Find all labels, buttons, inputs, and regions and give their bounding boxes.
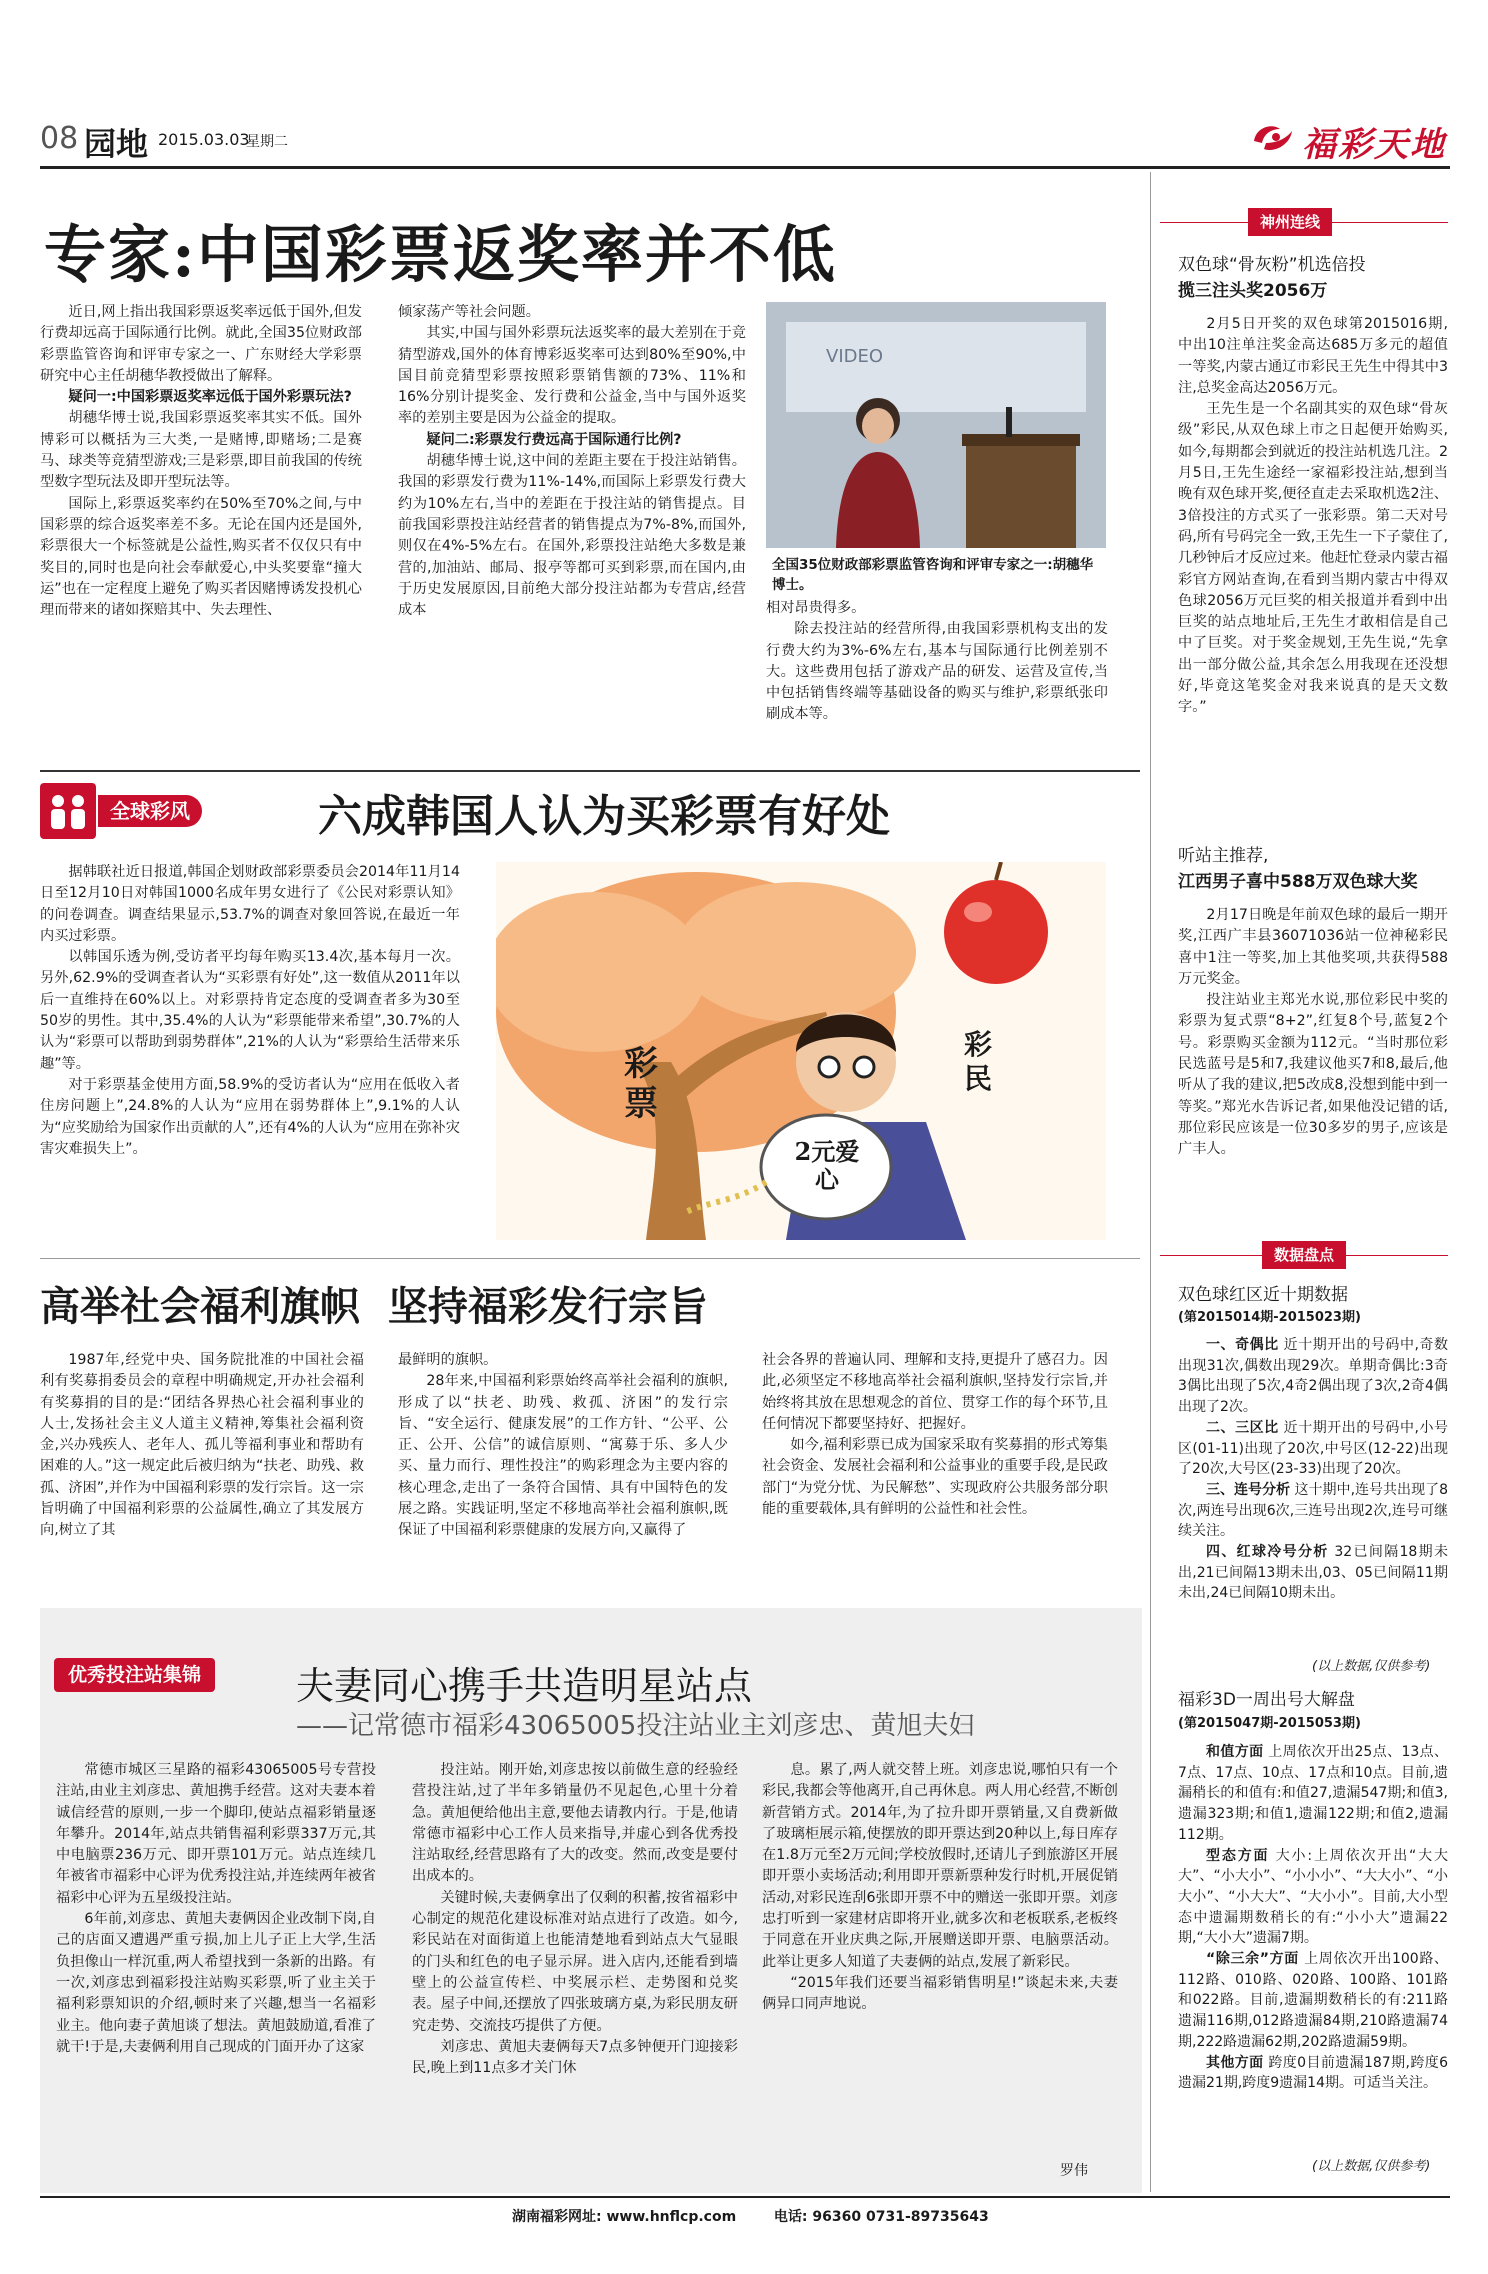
cartoon-person-label: 彩民 xyxy=(964,1028,993,1095)
article4-title: 夫妻同心携手共造明星站点 xyxy=(296,1664,753,1708)
paragraph: 刘彦忠、黄旭夫妻俩每天7点多钟便开门迎接彩民,晚上到11点多才关门休 xyxy=(412,2038,738,2077)
stat-paragraph xyxy=(1178,1418,1448,1480)
article1-bottom-rule xyxy=(40,770,1140,772)
article1-col1 xyxy=(40,302,362,621)
sidebar-divider xyxy=(1150,172,1151,2192)
stat2-note: (以上数据,仅供参考) xyxy=(1312,2159,1431,2174)
news1-body xyxy=(1178,314,1448,719)
paragraph: 国际上,彩票返奖率约在50%至70%之间,与中国彩票的综合返奖率差不多。无论在国内还是国外,彩票很大一个标签就是公益性,购买者不仅仅只有中奖目的,同时也是向社会奉献爱心,中头奖要靠“撞大运”也在一定程度上避免了购买者因赌博诱发投机心理而带来的诸如探赔其中、失去理性、 xyxy=(40,495,362,619)
news2-title-line2: 江西男子喜中588万双色球大奖 xyxy=(1178,872,1418,892)
footer xyxy=(512,2206,989,2226)
article1-col2 xyxy=(398,302,746,621)
news2-title-line1: 听站主推荐, xyxy=(1178,846,1269,866)
stat-lead: 二、三区比 xyxy=(1206,1419,1279,1436)
stat1-body xyxy=(1178,1335,1448,1604)
stat-lead: 四、红球冷号分析 xyxy=(1206,1544,1329,1561)
paragraph: 关键时候,夫妻俩拿出了仅剩的积蓄,按省福彩中心制定的规范化建设标准对站点进行了改造。如今,彩民站在对面街道上也能清楚地看到站点大气显眼的门头和红色的电子显示屏。进入店内,还能看到墙壁上的公益宣传栏、中奖展示栏、走势图和兑奖表。屋子中间,还摆放了四张玻璃方桌,为彩民朋友研究走势、交流技巧提供了方便。 xyxy=(412,1889,738,2034)
footer-phone-label: 电话: xyxy=(773,2209,808,2225)
article3-col1 xyxy=(40,1350,364,1542)
article3-col2-lead: 最鲜明的旗帜。 xyxy=(398,1352,498,1368)
paragraph: 2月5日开奖的双色球第2015016期,中出10注单注奖金高达685万多元的超值一等奖,内蒙古通辽市彩民王先生中得其中3注,总奖金高达2056万元。 xyxy=(1178,316,1448,396)
news1-title-line2: 揽三注头奖2056万 xyxy=(1178,281,1328,301)
paragraph: 6年前,刘彦忠、黄旭夫妻俩因企业改制下岗,自己的店面又遭遇严重亏损,加上儿子正上大学,生活负担像山一样沉重,两人希望找到一条新的出路。有一次,刘彦忠到福彩投注站购买彩票,听了业主关于福利彩票知识的介绍,顿时来了兴趣,想当一名福彩业主。他向妻子黄旭谈了想法。黄旭鼓励道,看准了就干!于是,夫妻俩利用自己现成的门面开办了这家 xyxy=(56,1911,376,2055)
stat2-range: (第2015047期-2015053期) xyxy=(1178,1716,1361,1731)
paragraph: 胡穗华博士说,我国彩票返奖率其实不低。国外博彩可以概括为三大类,一是赌博,即赌场;二是赛马、球类等竞猜型游戏;三是彩票,即目前我国的传统型数字型玩法及即开型玩法等。 xyxy=(40,410,362,491)
stat-paragraph xyxy=(1178,1480,1448,1542)
news1-title xyxy=(1178,252,1446,304)
article1-title: 专家:中国彩票返奖率并不低 xyxy=(44,218,837,291)
article4-author: 罗伟 xyxy=(1060,2163,1088,2179)
stat-paragraph xyxy=(1178,1846,1448,1950)
lottery-cartoon xyxy=(496,862,1106,1240)
paragraph: 2月17日晚是年前双色球的最后一期开奖,江西广丰县36071036站一位神秘彩民喜中1注一等奖,加上其他奖项,共获得588万元奖金。 xyxy=(1178,907,1448,987)
paragraph: 疑问二:彩票发行费远高于国际通行比例? xyxy=(426,431,682,448)
global-tab-label: 全球彩风 xyxy=(98,795,202,827)
stat-lead: 其他方面 xyxy=(1206,2054,1264,2071)
article3-col2-text: 28年来,中国福利彩票始终高举社会福利的旗帜,形成了以“扶老、助残、救孤、济困”的发行宗旨、“安全运行、健康发展”的工作方针、“公平、公正、公开、公信”的诚信原则、“寓募于乐、多人少买、量力而行、理性投注”的购彩理念为主要内容的核心理念,走出了一条符合国情、具有中国特色的发展之路。实践证明,坚定不移地高举社会福利旗帜,既保证了中国福利彩票健康的发展方向,又赢得了 xyxy=(398,1373,728,1539)
paragraph: 对于彩票基金使用方面,58.9%的受访者认为“应用在低收入者住房问题上”,24.8%的人认为“应用在弱势群体上”,9.1%的人认为“应奖励给为国家作出贡献的人”,还有4%的人认为“应用在弥补灾害灾难损失上”。 xyxy=(40,1076,460,1157)
article3-col3-text: 如今,福利彩票已成为国家采取有奖募捐的形式筹集社会资金、发展社会福利和公益事业的重要手段,是民政部门“为党分忧、为民解愁”、实现政府公共服务部分职能的重要载体,具有鲜明的公益性和社会性。 xyxy=(762,1437,1108,1518)
stat-lead: 三、连号分析 xyxy=(1206,1481,1291,1498)
stat-text: 上周依次开出100路、112路、010路、020路、100路、101路和022路。目前,遗漏期数稍长的有:211路遗漏116期,012路遗漏84期,210路遗漏74期,222路遗漏62期,202路遗漏59期。 xyxy=(1178,1951,1449,2050)
article3-col3-lead: 社会各界的普遍认同、理解和支持,更提升了感召力。因此,必须坚定不移地高举社会福利旗帜,坚持发行宗旨,并始终将其放在思想观念的首位、贯穿工作的每个环节,且任何情况下都要坚持好、把握好。 xyxy=(762,1352,1108,1432)
article4-col2 xyxy=(412,1760,738,2079)
article2-bottom-rule xyxy=(40,1258,1140,1259)
photo-caption: 全国35位财政部彩票监管咨询和评审专家之一:胡穗华博士。 xyxy=(772,557,1094,593)
news2-title xyxy=(1178,843,1448,895)
article4-col1 xyxy=(56,1760,376,2058)
stat-paragraph xyxy=(1178,2053,1448,2094)
stat-text: 这十期中,连号共出现了8次,两连号出现6次,三连号出现2次,连号可继续关注。 xyxy=(1178,1481,1448,1540)
footer-site-url[interactable]: www.hnflcp.com xyxy=(606,2209,737,2225)
stat-text: 跨度0目前遗漏187期,跨度6遗漏21期,跨度9遗漏14期。可适当关注。 xyxy=(1178,2054,1449,2092)
stat1-range: (第2015014期-2015023期) xyxy=(1178,1310,1361,1325)
logo-mark-icon xyxy=(1250,119,1296,159)
article4-col3 xyxy=(762,1760,1118,2016)
page-number: 08 xyxy=(40,121,79,156)
paragraph: 胡穗华博士说,这中间的差距主要在于投注站销售。我国的彩票发行费为11%-14%,而国际上彩票发行费大约为10%左右,当中的差距在于投注站的销售提点。目前我国彩票投注站经营者的销售提点为7%-8%,而国外,则仅在4%-5%左右。在国外,彩票投注站绝大多数是兼营的,加油站、邮局、报亭等都可买到彩票,而在国内,由于历史发展原因,目前绝大部分投注站都为专营店,经营成本 xyxy=(398,453,746,619)
paragraph: 王先生是一个名副其实的双色球“骨灰级”彩民,从双色球上市之日起便开始购买,如今,每期都会到就近的投注站机选几注。2月5日,王先生途经一家福彩投注站,想到当晚有双色球开奖,便径直走去采取机选2注、3倍投注的方式买了一张彩票。第二天对号码,所有号码完全一致,王先生一下子蒙住了,几秒钟后才反应过来。他赶忙登录内蒙古福彩官方网站查询,在看到当期内蒙古中得双色球2056万元巨奖的相关报道并看到中出巨奖的站点地址后,王先生才敢相信是自己中了巨奖。对于奖金规划,王先生说,“先拿出一部分做公益,其余怎么用我现在还没想好,毕竟这笔奖金对我来说真的是天文数字。” xyxy=(1178,401,1448,716)
cartoon-tree-label: 彩票 xyxy=(624,1044,658,1124)
paragraph: “2015年我们还要当福彩销售明星!”谈起未来,夫妻俩异口同声地说。 xyxy=(762,1974,1118,2013)
stat-lead: 和值方面 xyxy=(1206,1744,1264,1760)
stat-paragraph xyxy=(1178,1742,1448,1846)
stat-lead: 型态方面 xyxy=(1206,1847,1270,1864)
stat2-title: 福彩3D一周出号大解盘 xyxy=(1178,1690,1355,1710)
article2-body xyxy=(40,862,460,1160)
stat-paragraph xyxy=(1178,1542,1448,1604)
paragraph: 投注站业主郑光水说,那位彩民中奖的彩票为复式票“8+2”,红复8个号,蓝复2个号。彩票购买金额为112元。“当时那位彩民选蓝号是5和7,我建议他买7和8,最后,他听从了我的建议,把5改成8,没想到能中到一等奖。”郑光水告诉记者,如果他没记错的话,那位彩民应该是一位30多岁的男子,应该是广丰人。 xyxy=(1178,992,1448,1158)
svg-text:VIDEO: VIDEO xyxy=(826,346,884,367)
global-tab xyxy=(40,783,230,839)
paragraph: 相对昂贵得多。 xyxy=(766,600,866,616)
paragraph: 倾家荡产等社会问题。 xyxy=(398,304,540,320)
section-name: 园地 xyxy=(84,125,149,163)
footer-site-label: 湖南福彩网址: xyxy=(512,2209,602,2225)
stat-paragraph xyxy=(1178,1335,1448,1418)
article4-subtitle: ——记常德市福彩43065005投注站业主刘彦忠、黄旭夫妇 xyxy=(296,1711,975,1741)
header-rule xyxy=(40,166,1450,169)
logo xyxy=(1250,115,1450,163)
paragraph: 投注站。刚开始,刘彦忠按以前做生意的经验经营投注站,过了半年多销量仍不见起色,心里十分着急。黄旭便给他出主意,要他去请教内行。于是,他请常德市福彩中心工作人员来指导,并虚心到各优秀投注站取经,经营思路有了大的改变。然而,改变是要付出成本的。 xyxy=(412,1762,738,1885)
article3-col3 xyxy=(762,1350,1108,1520)
article1-col3 xyxy=(766,598,1108,726)
stat-text: 近十期开出的号码中,奇数出现31次,偶数出现29次。单期奇偶比:3奇3偶比出现了5次,4奇2偶出现了3次,2奇4偶出现了2次。 xyxy=(1178,1337,1449,1416)
tab-shenzhou: 神州连线 xyxy=(1248,208,1332,236)
stat-lead: “除三余”方面 xyxy=(1206,1951,1299,1968)
paragraph: 近日,网上指出我国彩票返奖率远低于国外,但发行费却远高于国际通行比例。就此,全国35位财政部彩票监管咨询和评审专家之一、广东财经大学彩票研究中心主任胡穗华教授做出了解释。 xyxy=(40,304,362,384)
stat1-title: 双色球红区近十期数据 xyxy=(1178,1285,1348,1305)
page-header xyxy=(40,115,1450,165)
paragraph: 据韩联社近日报道,韩国企划财政部彩票委员会2014年11月14日至12月10日对韩国1000名成年男女进行了《公民对彩票认知》的问卷调查。调查结果显示,53.7%的调查对象回答说,在最近一年内买过彩票。 xyxy=(40,864,460,944)
cartoon-pot-label: 2元爱心 xyxy=(794,1137,860,1194)
issue-date: 2015.03.03 xyxy=(158,130,250,149)
stat-lead: 一、奇偶比 xyxy=(1206,1337,1279,1353)
paragraph: 除去投注站的经营所得,由我国彩票机构支出的发行费大约为3%-6%左右,基本与国际通行比例差别不大。这些费用包括了游戏产品的研发、运营及宣传,当中包括销售终端等基础设备的购买与维护,彩票纸张印刷成本等。 xyxy=(766,621,1108,723)
article4-tab: 优秀投注站集锦 xyxy=(54,1658,215,1692)
paragraph: 息。累了,两人就交替上班。刘彦忠说,哪怕只有一个彩民,我都会等他离开,自己再休息。两人用心经营,不断创新营销方式。2014年,为了拉升即开票销量,又自费新做了玻璃柜展示箱,使摆放的即开票达到20种以上,每日库存在1.8万元至2万元间;学校放假时,还请儿子到旅游区开展即开票小卖场活动;利用即开票新票种发行时机,开展促销活动,对彩民连刮6张即开票不中的赠送一张即开票。刘彦忠打听到一家建材店即将开业,就多次和老板联系,老板终于同意在开业庆典之际,开展赠送即开票、电脑票活动。此举让更多人知道了夫妻俩的站点,发展了新彩民。 xyxy=(762,1762,1118,1970)
paragraph: 以韩国乐透为例,受访者平均每年购买13.4次,基本每月一次。另外,62.9%的受调查者认为“买彩票有好处”,这一数值从2011年以后一直维持在60%以上。对彩票持肯定态度的受调查者多为30至50岁的男性。其中,35.4%的人认为“彩票能带来希望”,30.7%的人认为“彩票可以帮助到弱势群体”,21%的人认为“彩票给生活带来乐趣”等。 xyxy=(40,949,460,1072)
logo-text: 福彩天地 xyxy=(1302,125,1446,165)
issue-weekday: 星期二 xyxy=(246,134,288,150)
stat-text: 32已间隔18期未出,21已间隔13期未出,03、05已间隔11期未出,24已间隔10期未出。 xyxy=(1178,1544,1448,1602)
article3-col1-text: 1987年,经党中央、国务院批准的中国社会福利有奖募捐委员会的章程中明确规定,开办社会福利有奖募捐的目的是:“团结各界热心社会福利事业的人士,发扬社会主义人道主义精神,筹集社会福利资金,兴办残疾人、老年人、孤儿等福利事业和帮助有困难的人。”这一规定此后被归纳为“扶老、助残、救孤、济困”,并作为中国福利彩票的发行宗旨。这一宗旨明确了中国福利彩票的公益属性,确立了其发展方向,树立了其 xyxy=(40,1352,364,1539)
stat-text: 近十期开出的号码中,小号区(01-11)出现了20次,中号区(12-22)出现了20次,大号区(23-33)出现了20次。 xyxy=(1178,1419,1449,1478)
footer-phone: 96360 0731-89735643 xyxy=(812,2209,989,2225)
stat-paragraph xyxy=(1178,1949,1448,2053)
stat-text: 上周依次开出25点、13点、7点、17点、10点、17点和10点。目前,遗漏稍长的和值有:和值27,遗漏547期;和值3,遗漏323期;和值1,遗漏122期;和值2,遗漏112期。 xyxy=(1178,1744,1448,1843)
expert-photo xyxy=(766,302,1106,548)
footer-rule xyxy=(40,2196,1450,2198)
paragraph: 疑问一:中国彩票返奖率远低于国外彩票玩法? xyxy=(68,389,352,406)
stat2-body xyxy=(1178,1742,1448,2094)
article2-title: 六成韩国人认为买彩票有好处 xyxy=(318,791,890,842)
people-icon xyxy=(40,783,96,839)
expert-speaking-illustration xyxy=(766,302,1106,548)
news1-title-line1: 双色球“骨灰粉”机选倍投 xyxy=(1178,255,1366,275)
article3-title: 高举社会福利旗帜 坚持福彩发行宗旨 xyxy=(40,1283,708,1330)
stat1-note: (以上数据,仅供参考) xyxy=(1312,1659,1431,1674)
paragraph: 常德市城区三星路的福彩43065005号专营投注站,由业主刘彦忠、黄旭携手经营。这对夫妻本着诚信经营的原则,一步一个脚印,使站点福彩销量逐年攀升。2014年,站点共销售福利彩票337万元,其中电脑票236万元、即开票101万元。站点连续几年被省市福彩中心评为优秀投注站,并连续两年被省福彩中心评为五星级投注站。 xyxy=(56,1762,376,1906)
article3-col2 xyxy=(398,1350,728,1542)
tab-data: 数据盘点 xyxy=(1262,1241,1346,1269)
paragraph: 其实,中国与国外彩票玩法返奖率的最大差别在于竞猜型游戏,国外的体育博彩返奖率可达到80%至90%,中国目前竞猜型彩票按照彩票销售额的73%、11%和16%分别计提奖金、发行费和公益金,当中与国外返奖率的差别主要是因为公益金的提取。 xyxy=(398,325,746,427)
stat-text: 大小:上周依次开出“大大大”、“小大小”、“小小小”、“大大小”、“小大小”、“小大大”、“大小小”。目前,大小型态中遗漏期数稍长的有:“小小大”遗漏22期,“大小大”遗漏7期。 xyxy=(1178,1847,1449,1947)
news2-body xyxy=(1178,905,1448,1161)
